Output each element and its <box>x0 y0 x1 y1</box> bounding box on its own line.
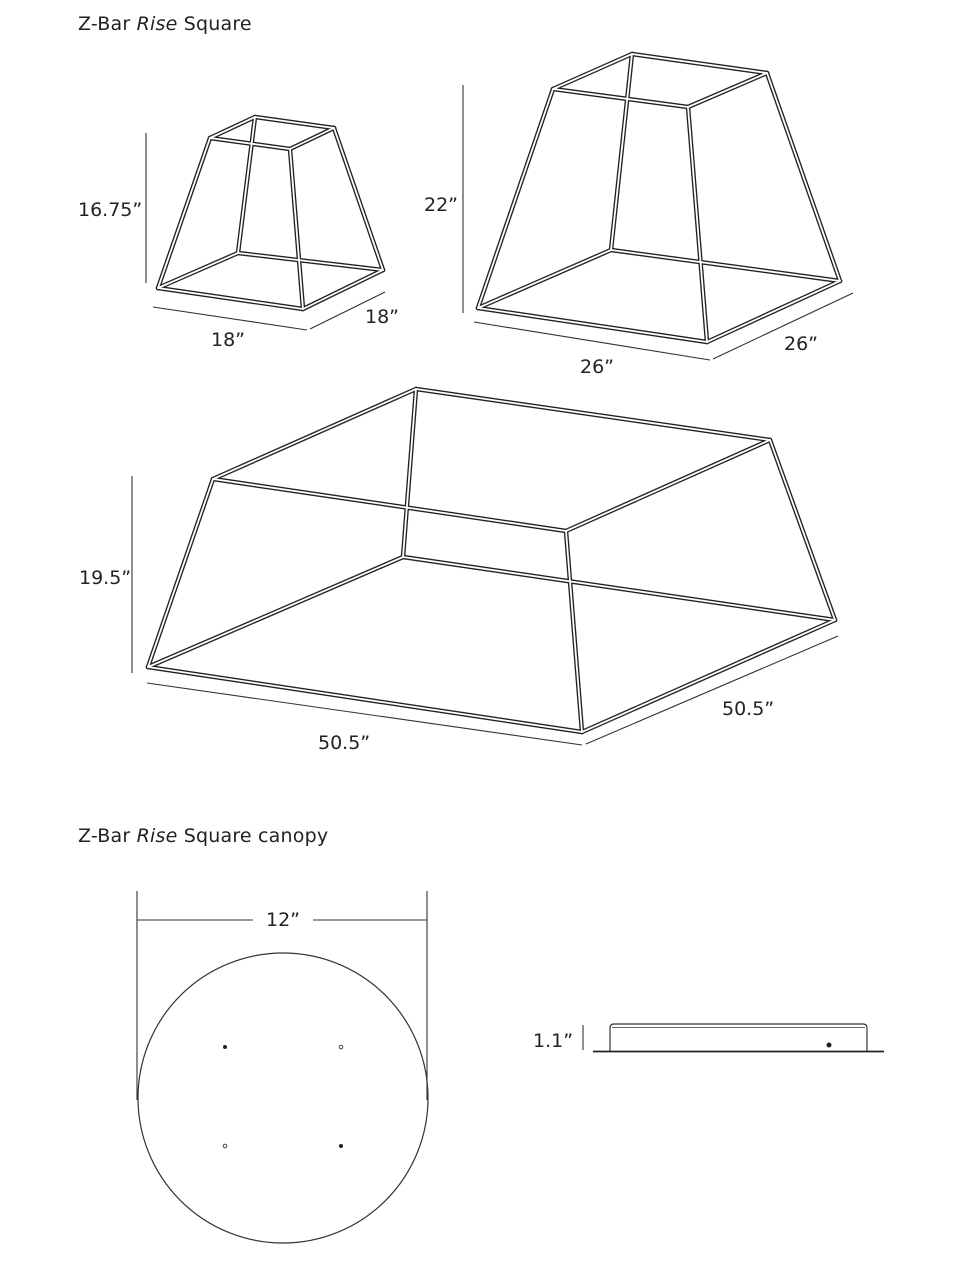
mount-hole <box>339 1144 343 1148</box>
frame-bar <box>158 288 303 309</box>
frame-bar <box>707 281 840 342</box>
frame-bar <box>238 117 255 253</box>
medium-frame <box>478 54 840 342</box>
frame-bar <box>611 250 840 281</box>
frame-bar <box>478 89 553 308</box>
frame-bar <box>255 117 334 128</box>
frame-bar <box>210 117 255 138</box>
canopy-plate-circle <box>138 953 428 1243</box>
canopy-thickness-label: 1.1” <box>533 1030 574 1052</box>
frame-bar <box>478 250 611 308</box>
mount-hole <box>223 1045 227 1049</box>
frame-bar <box>403 557 835 620</box>
frame-bar <box>767 73 840 281</box>
frame-bar <box>688 73 767 107</box>
frame-bar <box>148 667 582 732</box>
frame-bar <box>688 107 707 342</box>
frame-bar <box>566 531 582 732</box>
frame-bar <box>334 128 383 270</box>
frame-bar <box>213 389 416 479</box>
large-frame <box>148 389 835 732</box>
title-suffix: Square <box>177 13 252 35</box>
frame-bar <box>416 389 770 440</box>
frame-bar <box>611 54 632 250</box>
medium-depth-label: 26” <box>784 333 819 355</box>
frame-bar <box>478 308 707 342</box>
frame-bar <box>290 149 303 309</box>
depth-dimension-line <box>586 636 838 744</box>
large-width-label: 50.5” <box>318 732 371 754</box>
frame-bar <box>403 389 416 557</box>
medium-width-label: 26” <box>580 356 615 378</box>
title-suffix: Square canopy <box>177 825 329 847</box>
mount-hole <box>339 1045 343 1049</box>
medium-height-label: 22” <box>424 194 459 216</box>
canopy-diameter-label: 12” <box>266 909 301 931</box>
frame-bar <box>158 138 210 288</box>
width-dimension-line <box>153 307 307 330</box>
set-screw <box>827 1043 832 1048</box>
frame-bar <box>553 89 688 107</box>
frame-bar <box>213 479 566 531</box>
small-frame <box>158 117 383 309</box>
frame-bar <box>566 440 770 531</box>
frame-bar <box>553 54 632 89</box>
frame-bar <box>632 54 767 73</box>
canopy-side-view <box>533 1024 884 1052</box>
depth-dimension-line <box>713 293 853 359</box>
title-prefix: Z-Bar <box>78 825 137 847</box>
frame-bar <box>148 557 403 667</box>
frame-bar <box>290 128 334 149</box>
small-height-label: 16.75” <box>78 199 143 221</box>
small-width-label: 18” <box>211 329 246 351</box>
small-depth-label: 18” <box>365 306 400 328</box>
frame-bar <box>770 440 835 620</box>
mount-hole <box>223 1144 227 1148</box>
frame-bar <box>582 620 835 732</box>
large-depth-label: 50.5” <box>722 698 775 720</box>
large-height-label: 19.5” <box>79 567 132 589</box>
frame-bar <box>148 479 213 667</box>
frame-bar <box>303 270 383 309</box>
canopy-top-view <box>137 891 428 1243</box>
title-italic: Rise <box>136 13 178 35</box>
title-italic: Rise <box>136 825 178 847</box>
title-prefix: Z-Bar <box>78 13 137 35</box>
width-dimension-line <box>474 322 710 360</box>
frame-bar <box>238 253 383 270</box>
